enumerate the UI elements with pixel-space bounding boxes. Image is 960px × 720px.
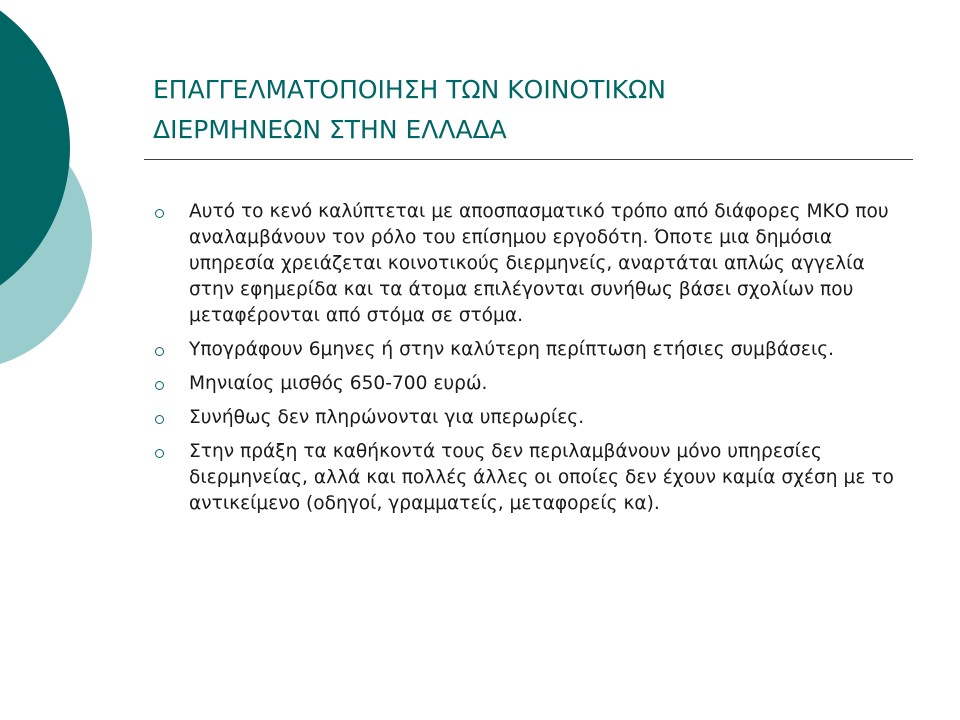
bullet-circle-icon	[155, 347, 164, 356]
bullet-text: Αυτό το κενό καλύπτεται με αποσπασματικό τρόπο από διάφορες ΜΚΟ που αναλαμβάνουν τον ρόλο του επίσημου εργοδότη. Όποτε μια δημόσια υπηρεσία χρειάζεται κοινοτικούς διερμηνείς, αναρτάται απλώς αγγελία στην εφημερίδα και τα άτομα επιλέγονται συνήθως βάσει σχολίων που μεταφέρονται από στόμα σε στόμα.	[189, 201, 889, 326]
bullet-text: Συνήθως δεν πληρώνονται για υπερωρίες.	[189, 407, 585, 428]
bullet-text: Υπογράφουν 6μηνες ή στην καλύτερη περίπτωση ετήσιες συμβάσεις.	[189, 339, 835, 360]
bullet-text: Μηνιαίος μισθός 650-700 ευρώ.	[189, 373, 488, 394]
bullet-circle-icon	[155, 449, 164, 458]
bullet-circle-icon	[155, 381, 164, 390]
title-divider	[144, 159, 913, 160]
bullet-item	[155, 439, 895, 517]
bullet-circle-icon	[155, 415, 164, 424]
slide-title	[153, 70, 913, 150]
bullet-item	[155, 405, 895, 431]
bullet-circle-icon	[155, 209, 164, 218]
bullet-text: Στην πράξη τα καθήκοντά τους δεν περιλαμβάνουν μόνο υπηρεσίες διερμηνείας, αλλά και πολλές άλλες οι οποίες δεν έχουν καμία σχέση με το αντικείμενο (οδηγοί, γραμματείς, μεταφορείς κα).	[189, 441, 894, 514]
slide-title-line-1: ΕΠΑΓΓΕΛΜΑΤΟΠΟΙΗΣΗ ΤΩΝ ΚΟΙΝΟΤΙΚΩΝ	[153, 75, 666, 104]
bullet-item	[155, 371, 895, 397]
bullet-item	[155, 337, 895, 363]
bullet-item	[155, 199, 895, 329]
slide-title-line-2: ΔΙΕΡΜΗΝΕΩΝ ΣΤΗΝ ΕΛΛΑΔΑ	[153, 115, 507, 144]
bullet-list	[155, 199, 895, 525]
